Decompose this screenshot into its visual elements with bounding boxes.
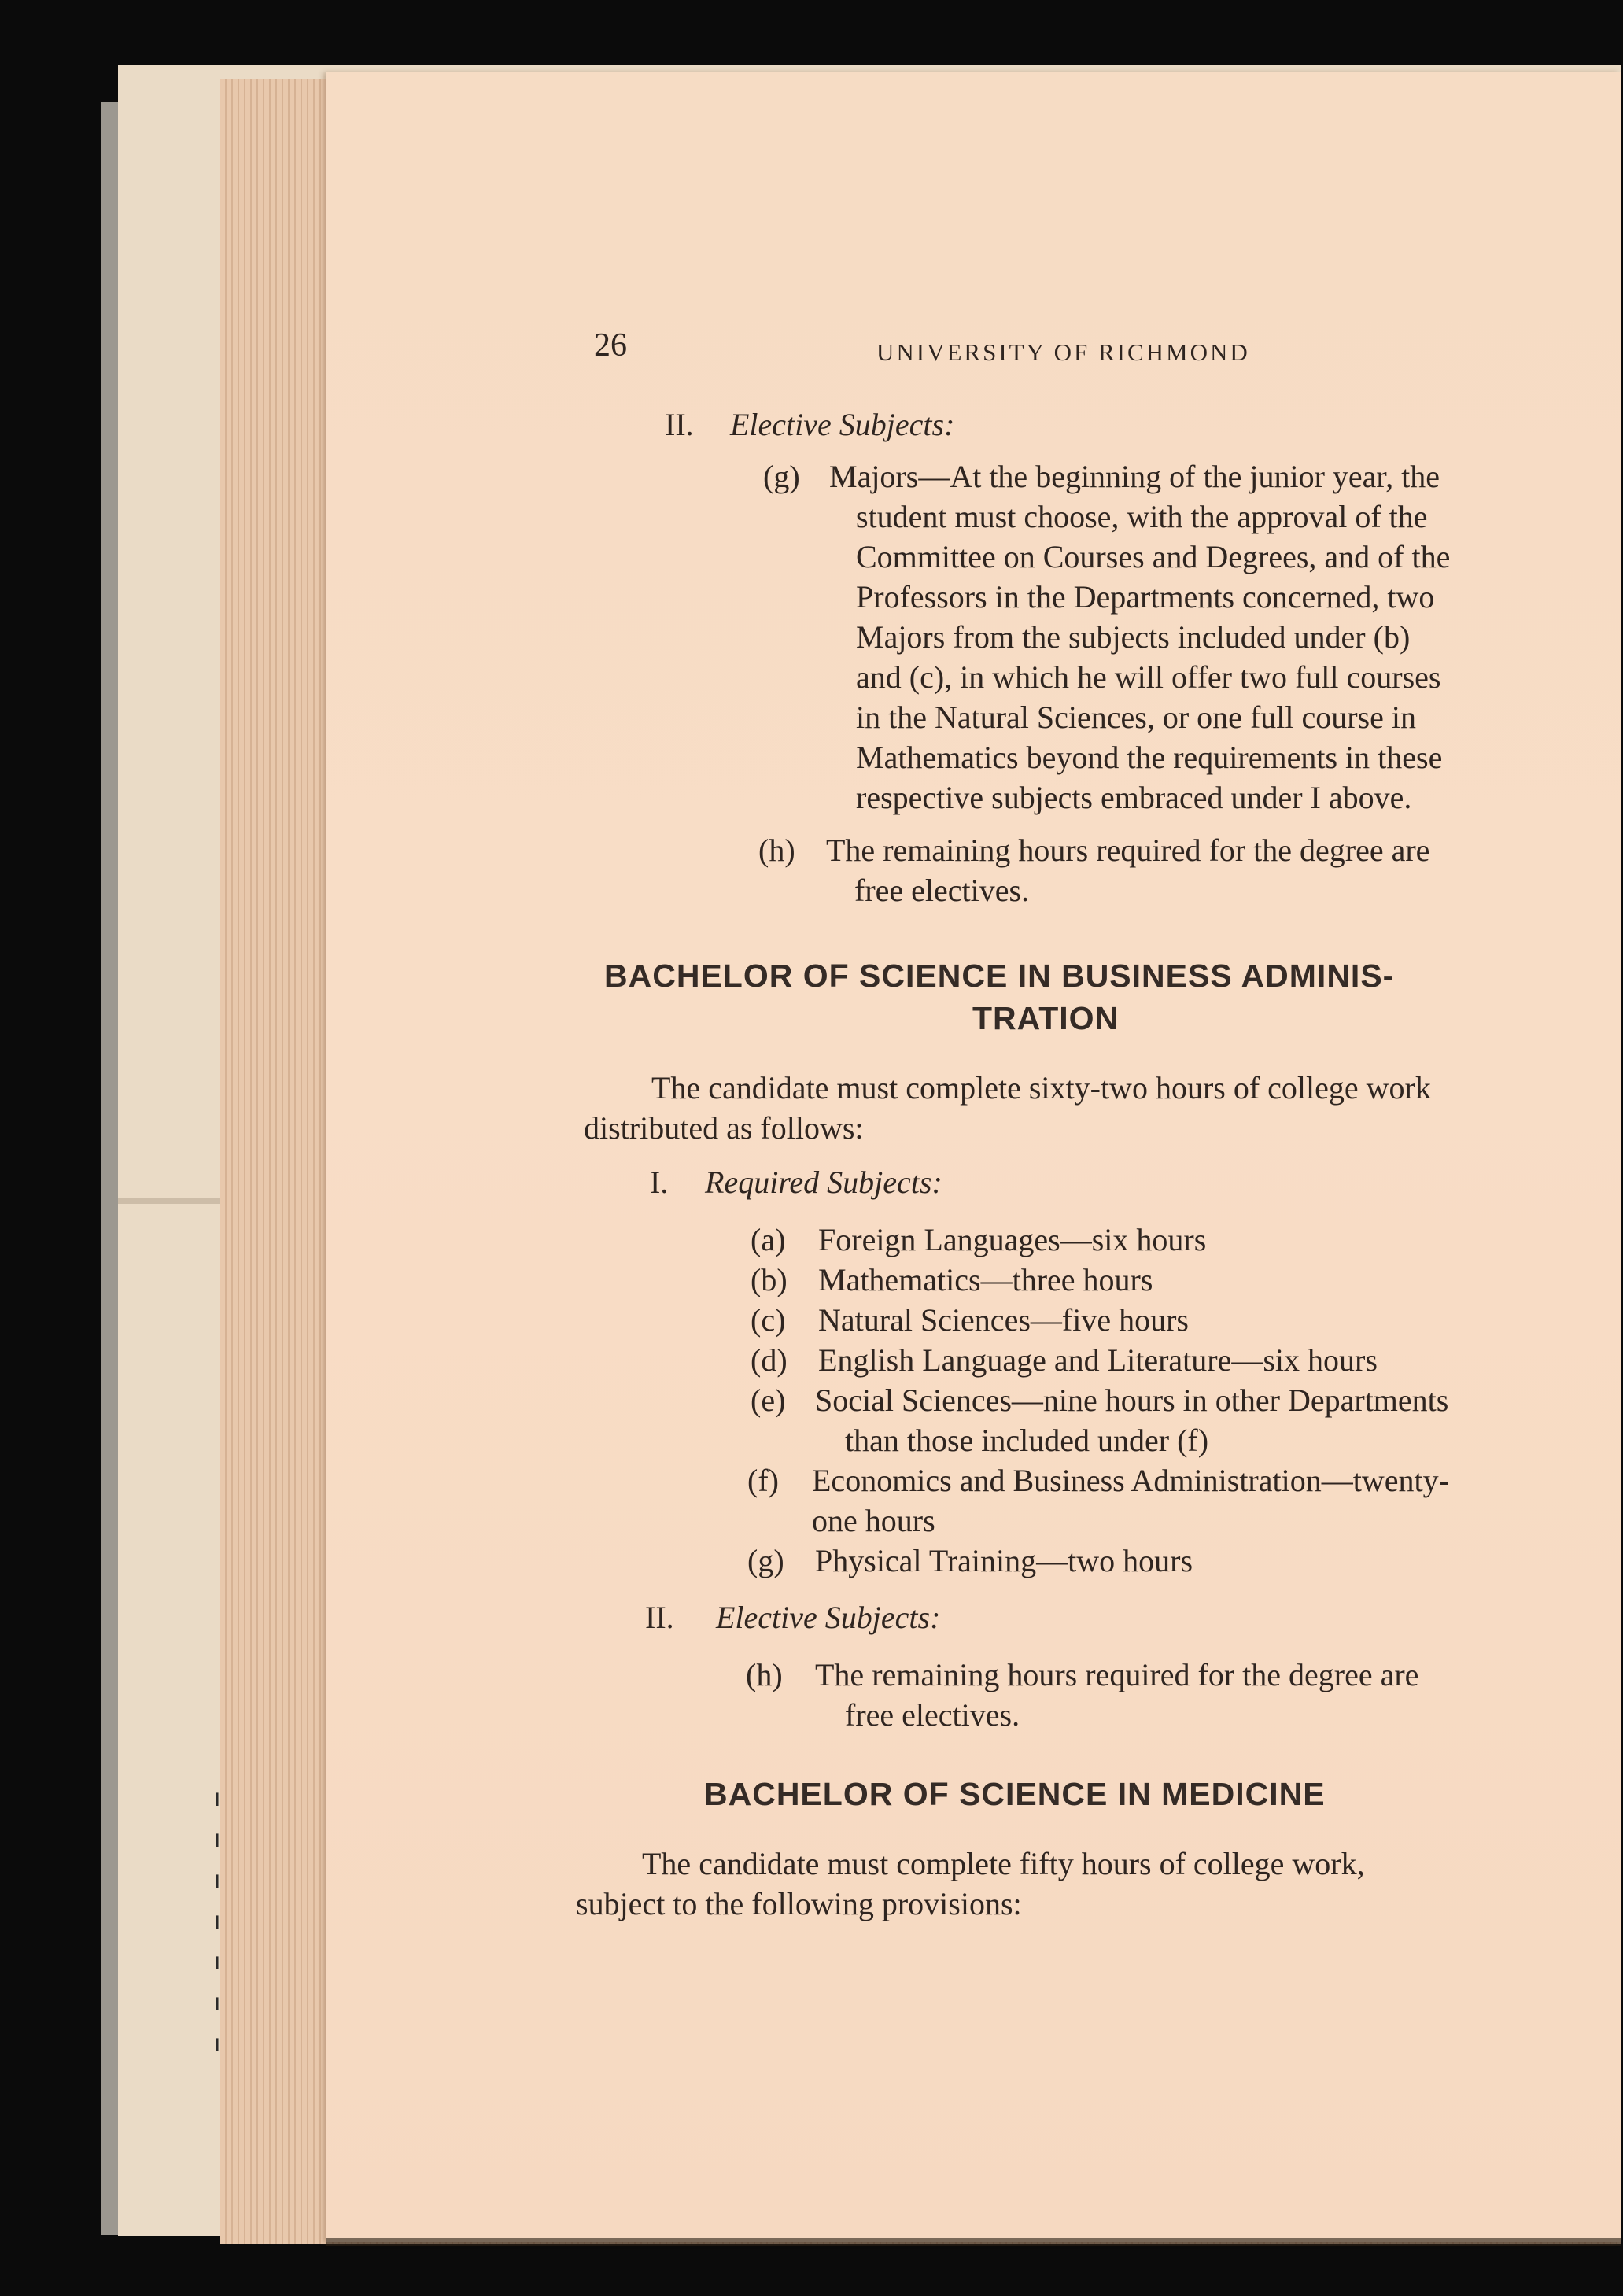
item-line: Majors from the subjects included under (b)	[856, 619, 1411, 655]
sheet-fold	[118, 1198, 228, 1204]
item-line: Natural Sciences—five hours	[818, 1302, 1189, 1338]
intro-line: The candidate must complete sixty-two hours of college work	[651, 1070, 1431, 1106]
item-line: The remaining hours required for the degree are	[826, 832, 1430, 868]
item-label: (f)	[747, 1463, 779, 1498]
item-label: (g)	[763, 459, 800, 494]
item-line: free electives.	[854, 873, 1030, 908]
section-numeral: I.	[650, 1165, 669, 1200]
item-label: (h)	[746, 1657, 783, 1692]
item-line: than those included under (f)	[845, 1423, 1209, 1458]
page-number: 26	[594, 327, 627, 364]
section-title-continued: TRATION	[972, 1000, 1120, 1036]
section-heading-text: Required Subjects:	[705, 1165, 942, 1200]
section-heading	[730, 404, 954, 445]
section-heading	[716, 1597, 940, 1637]
intro-line: subject to the following provisions:	[576, 1886, 1022, 1921]
section-numeral: II.	[645, 1600, 674, 1635]
intro-line: distributed as follows:	[584, 1110, 864, 1146]
item-label: (b)	[751, 1262, 788, 1297]
item-line: The remaining hours required for the degree are	[815, 1657, 1419, 1692]
item-label: (g)	[747, 1543, 784, 1578]
item-line: one hours	[812, 1503, 935, 1538]
item-line: and (c), in which he will offer two full courses	[856, 659, 1441, 695]
intro-line: The candidate must complete fifty hours of college work,	[642, 1846, 1365, 1881]
binding-marks: ı ı ı ı ı ı ı	[214, 1785, 221, 2058]
item-line: free electives.	[845, 1697, 1020, 1733]
item-line: Foreign Languages—six hours	[818, 1222, 1207, 1257]
item-line: in the Natural Sciences, or one full course in	[856, 700, 1416, 735]
section-title: BACHELOR OF SCIENCE IN BUSINESS ADMINIS-	[604, 958, 1395, 994]
item-line: Economics and Business Administration—twenty-	[812, 1463, 1449, 1498]
item-label: (a)	[751, 1222, 786, 1257]
item-line: Physical Training—two hours	[815, 1543, 1193, 1578]
section-heading-text: Elective Subjects:	[716, 1600, 941, 1635]
item-line: Majors—At the beginning of the junior year, the	[829, 459, 1440, 494]
item-line: English Language and Literature—six hours	[818, 1342, 1378, 1378]
item-line: Committee on Courses and Degrees, and of the	[856, 539, 1451, 574]
item-line: Mathematics—three hours	[818, 1262, 1153, 1297]
section-heading	[705, 1162, 942, 1202]
item-line: Social Sciences—nine hours in other Departments	[815, 1382, 1449, 1418]
item-label: (d)	[751, 1342, 788, 1378]
item-label: (h)	[758, 832, 795, 868]
section-numeral: II.	[665, 407, 694, 442]
item-line: Professors in the Departments concerned, two	[856, 579, 1435, 615]
item-line: respective subjects embraced under I above.	[856, 780, 1412, 815]
item-line: student must choose, with the approval of the	[856, 499, 1428, 534]
page-shadow	[326, 2238, 1621, 2246]
section-heading-text: Elective Subjects:	[730, 407, 955, 442]
item-label: (e)	[751, 1382, 786, 1418]
section-title: BACHELOR OF SCIENCE IN MEDICINE	[704, 1776, 1326, 1812]
running-head-title: UNIVERSITY OF RICHMOND	[876, 338, 1250, 366]
item-line: Mathematics beyond the requirements in these	[856, 740, 1443, 775]
item-label: (c)	[751, 1302, 786, 1338]
